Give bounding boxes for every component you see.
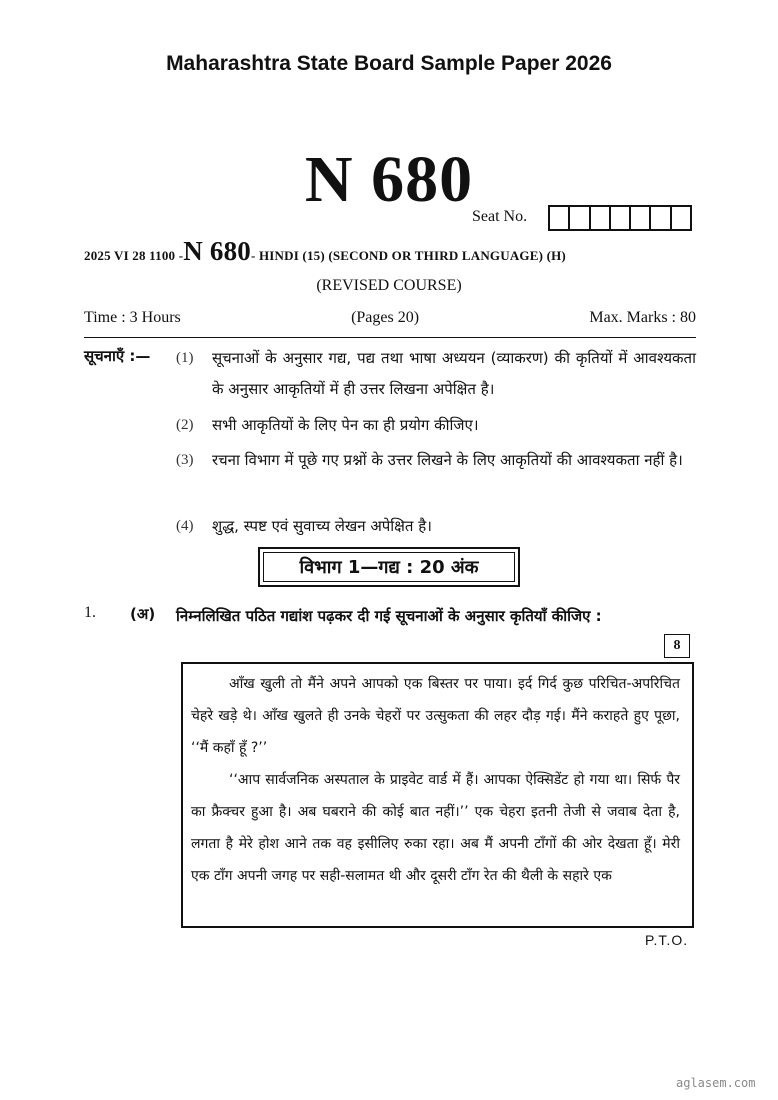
time-label: Time : 3 Hours <box>84 309 181 326</box>
paper-code-line <box>84 236 694 267</box>
site-watermark: aglasem.com <box>676 1076 756 1090</box>
seat-box <box>611 207 631 229</box>
question-text: निम्नलिखित पठित गद्यांश पढ़कर दी गई सूचनाओं के अनुसार कृतियाँ कीजिए : <box>176 607 602 625</box>
document-banner: Maharashtra State Board Sample Paper 2026 <box>166 52 612 75</box>
question-subpart: (अ) <box>130 605 156 623</box>
exam-meta <box>84 309 696 327</box>
seat-box <box>631 207 651 229</box>
code-prefix: 2025 VI 28 1100 - <box>84 248 184 263</box>
instruction-text: शुद्ध, स्पष्ट एवं सुवाच्य लेखन अपेक्षित है। <box>212 517 432 535</box>
seat-box <box>651 207 671 229</box>
instruction-item <box>176 445 696 507</box>
course-label: (REVISED COURSE) <box>316 277 462 294</box>
max-marks-label: Max. Marks : 80 <box>589 309 696 326</box>
instruction-text: सभी आकृतियों के लिए पेन का ही प्रयोग कीजिए। <box>212 416 479 434</box>
instruction-number: (2) <box>176 417 194 433</box>
instruction-text: सूचनाओं के अनुसार गद्य, पद्य तथा भाषा अध्ययन (व्याकरण) की कृतियों में आवश्यकता के अनुसार आकृतियों में ही उत्तर लिखना अपेक्षित है। <box>212 349 696 398</box>
seat-number-label: Seat No. <box>472 208 528 225</box>
instruction-number: (3) <box>176 452 194 468</box>
code-main: N 680 <box>183 236 251 266</box>
seat-box <box>591 207 611 229</box>
section-title: विभाग 1—गद्य : 20 अंक <box>299 557 479 578</box>
pto-label: P.T.O. <box>645 932 689 948</box>
instruction-item <box>176 410 696 441</box>
instructions-title: सूचनाएँ :— <box>84 347 151 365</box>
instruction-text: रचना विभाग में पूछे गए प्रश्नों के उत्तर लिखने के लिए आकृतियों की आवश्यकता नहीं है। <box>212 451 683 469</box>
instruction-item <box>176 511 696 542</box>
passage-paragraph: आँख खुली तो मैंने अपने आपको एक बिस्तर पर पाया। इर्द गिर्द कुछ परिचित-अपरिचित चेहरे खड़े थे। आँख खुलते ही उनके चेहरों पर उत्सुकता की लहर दौड़ गई। मैंने कराहते हुए पूछा, ‘‘मैं कहाँ हूँ ?’’ <box>191 676 680 756</box>
instruction-item <box>176 343 696 405</box>
code-suffix: - HINDI (15) (SECOND OR THIRD LANGUAGE) (H) <box>250 248 566 263</box>
instruction-number: (1) <box>176 350 194 366</box>
paper-code-heading: N 680 <box>304 143 474 216</box>
passage-box <box>181 662 694 928</box>
seat-box <box>570 207 590 229</box>
seat-box <box>672 207 690 229</box>
section-heading <box>258 547 520 587</box>
instruction-number: (4) <box>176 518 194 534</box>
divider <box>84 337 696 338</box>
question-marks: 8 <box>664 634 690 658</box>
passage-paragraph: ‘‘आप सार्वजनिक अस्पताल के प्राइवेट वार्ड में हैं। आपका ऐक्सिडेंट हो गया था। सिर्फ पैर का फ्रैक्चर हुआ है। अब घबराने की कोई बात नहीं।’’ एक चेहरा इतनी तेजी से जवाब देता है, लगता है मेरे होश आने तक वह इसीलिए रुका रहा। अब मैं अपनी टाँगों की ओर देखता हूँ। मेरी एक टाँग अपनी जगह पर सही-सलामत थी और दूसरी टाँग रेत की थैली के सहारे एक <box>191 772 680 884</box>
pages-label: (Pages 20) <box>351 309 420 326</box>
seat-number-boxes <box>548 205 692 231</box>
question-number: 1. <box>84 604 96 621</box>
seat-box <box>550 207 570 229</box>
